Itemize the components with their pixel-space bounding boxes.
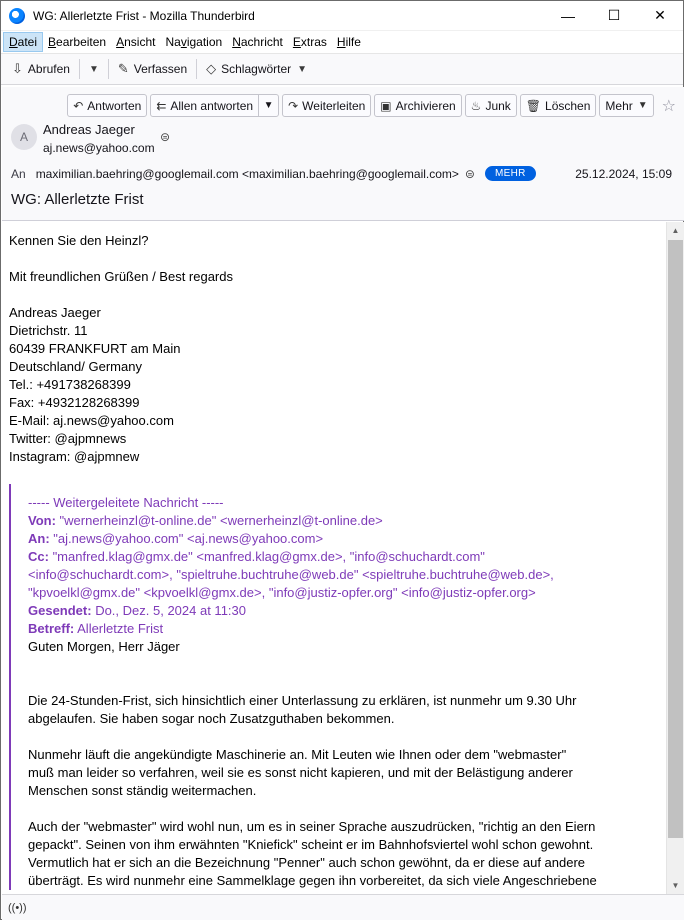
trash-icon: 🗑 (525, 98, 542, 113)
text-line: Twitter: @ajpmnews (9, 431, 127, 446)
forwarded-text (28, 638, 659, 890)
junk-button[interactable]: ♨ Junk (465, 94, 517, 117)
archive-icon: ▣ (380, 98, 392, 113)
text-line: Deutschland/ Germany (9, 359, 142, 374)
text-line: Menschen sonst ständig weitermachen. (28, 783, 257, 798)
header-action-buttons (64, 94, 676, 117)
forwarded-message-block (9, 484, 659, 890)
compose-button[interactable]: ✎ Verfassen (117, 61, 188, 76)
text-line: überträgt. Es wird nunmehr eine Sammelklage gegen ihn vorbereitet, da sich viele Angeschriebene (28, 873, 597, 888)
star-icon[interactable]: ☆ (661, 97, 676, 115)
scroll-down-icon[interactable]: ▼ (671, 881, 680, 890)
to-label: An: (28, 531, 50, 546)
text-line: Auch der "webmaster" wird wohl nun, um es in seiner Sprache auszudrücken, "richtig an den Eiern (28, 819, 596, 834)
text-line: 60439 FRANKFURT am Main (9, 341, 181, 356)
text-line: E-Mail: aj.news@yahoo.com (9, 413, 174, 428)
text-line: Tel.: +491738268399 (9, 377, 131, 392)
recipient-row (11, 166, 536, 181)
junk-flame-icon: ♨ (470, 98, 482, 113)
sent-value: Do., Dez. 5, 2024 at 11:30 (91, 603, 246, 618)
menu-hilfe[interactable]: Hilfe (336, 35, 361, 49)
forward-button[interactable]: ↷ Weiterleiten (282, 94, 371, 117)
forward-icon: ↷ (288, 98, 299, 113)
toolbar-separator (196, 59, 197, 79)
message-header (2, 87, 684, 221)
reply-button[interactable]: ↶ Antworten (67, 94, 147, 117)
from-label: Von: (28, 513, 56, 528)
close-button[interactable]: ✕ (654, 7, 666, 23)
menu-ansicht[interactable]: Ansicht (116, 35, 156, 49)
get-messages-button[interactable]: ⇩ Abrufen (12, 61, 70, 76)
sender-email[interactable]: aj.news@yahoo.com (43, 141, 155, 155)
sender-name[interactable]: Andreas Jaeger (43, 122, 135, 137)
toolbar-separator (79, 59, 80, 79)
text-line (28, 800, 659, 818)
archive-button[interactable]: ▣ Archivieren (374, 94, 461, 117)
sent-label: Gesendet: (28, 603, 92, 618)
subject-value: Allerletzte Frist (74, 621, 164, 636)
cc-value[interactable]: "manfred.klag@gmx.de" <manfred.klag@gmx.de>, "info@schuchardt.com" (48, 549, 485, 564)
main-toolbar (1, 53, 683, 85)
cc-value-cont[interactable]: <info@schuchardt.com>, "spieltruhe.buchtruhe@web.de" <spieltruhe.buchtruhe@web.de>, (28, 567, 554, 582)
message-body (2, 222, 666, 894)
text-line: Andreas Jaeger (9, 305, 101, 320)
text-line: muß man leider so verfahren, weil sie es sonst nicht kapieren, und mit der Belästigung anderer (28, 765, 573, 780)
text-line: Vermutlich hat er sich an die Bezeichnung "Penner" auch schon gewöhnt, da er diese auf andere (28, 855, 586, 870)
reply-all-button[interactable]: ⇇ Allen antworten ▼ (150, 94, 279, 117)
cc-value-cont[interactable]: "kpvoelkl@gmx.de" <kpvoelkl@gmx.de>, "info@justiz-opfer.org" <info@justiz-opfer.org> (28, 585, 536, 600)
chevron-down-icon: ▼ (88, 63, 99, 75)
tags-button[interactable]: ◇ Schlagwörter ▼ (206, 61, 308, 76)
get-messages-dropdown[interactable] (84, 57, 104, 81)
text-line: Die 24-Stunden-Frist, sich hinsichtlich einer Unterlassung zu erklären, ist nunmehr um 9.30 Uhr (28, 693, 577, 708)
more-button[interactable]: Mehr ▼ (599, 94, 653, 117)
chevron-down-icon[interactable]: ▼ (258, 95, 278, 116)
message-subject: WG: Allerletzte Frist (11, 191, 144, 208)
text-line: abgelaufen. Sie haben sogar noch Zusatzguthaben bekommen. (28, 711, 395, 726)
scroll-up-icon[interactable]: ▲ (671, 226, 680, 235)
more-recipients-badge[interactable]: MEHR (485, 166, 536, 181)
from-value[interactable]: "wernerheinzl@t-online.de" <wernerheinzl@t-online.de> (55, 513, 383, 528)
connection-icon[interactable]: ((•)) (8, 901, 27, 914)
avatar: A (11, 124, 37, 150)
menu-nachricht[interactable]: Nachricht (232, 35, 283, 49)
status-bar (2, 894, 684, 920)
menu-bar (1, 31, 683, 53)
tag-icon: ◇ (206, 61, 217, 76)
text-line: Fax: +4932128268399 (9, 395, 140, 410)
menu-navigation[interactable]: Navigation (165, 35, 223, 49)
text-line: Mit freundlichen Grüßen / Best regards (9, 269, 233, 284)
thunderbird-logo-icon (9, 8, 25, 24)
forwarded-header: ----- Weitergeleitete Nachricht ----- (28, 495, 224, 510)
recipient-address[interactable]: maximilian.baehring@googlemail.com <maximilian.baehring@googlemail.com> (35, 166, 459, 181)
text-line: gepackt". Seinen von ihm erwähnten "Kniefick" scheint er im Bahnhofsviertel wohl schon gewohnt. (28, 837, 594, 852)
window-controls (545, 1, 683, 31)
chevron-down-icon: ▼ (637, 100, 648, 111)
subject-label: Betreff: (28, 621, 75, 636)
maximize-button[interactable]: ☐ (607, 7, 621, 23)
text-line (28, 656, 659, 674)
download-cloud-icon: ⇩ (12, 61, 23, 76)
to-value[interactable]: "aj.news@yahoo.com" <aj.news@yahoo.com> (49, 531, 324, 546)
pencil-icon: ✎ (117, 61, 129, 76)
reply-all-icon: ⇇ (156, 98, 167, 113)
message-date: 25.12.2024, 15:09 (575, 167, 672, 181)
text-line: Dietrichstr. 11 (9, 323, 88, 338)
text-line: Nunmehr läuft die angekündigte Maschinerie an. Mit Leuten wie Ihnen oder dem "webmaster" (28, 747, 567, 762)
menu-extras[interactable]: Extras (292, 35, 327, 49)
scrollbar-thumb[interactable] (668, 240, 683, 838)
text-line (9, 250, 659, 268)
window-title: WG: Allerletzte Frist - Mozilla Thunderbird (33, 8, 255, 23)
text-line: Kennen Sie den Heinzl? (9, 233, 149, 248)
menu-datei[interactable]: Datei (3, 32, 43, 52)
address-book-icon[interactable]: ⊜ (464, 166, 475, 181)
text-line (9, 286, 659, 304)
text-line (28, 728, 659, 746)
text-line: Instagram: @ajpmnew (9, 449, 140, 464)
address-book-icon[interactable]: ⊜ (160, 130, 171, 144)
title-bar (1, 1, 683, 31)
cc-label: Cc: (28, 549, 49, 564)
to-label: An (11, 166, 26, 181)
chevron-down-icon: ▼ (297, 63, 308, 75)
intro-text (9, 232, 659, 466)
toolbar-separator (108, 59, 109, 79)
text-line (28, 674, 659, 692)
menu-bearbeiten[interactable]: Bearbeiten (48, 35, 107, 49)
text-line: Guten Morgen, Herr Jäger (28, 639, 180, 654)
delete-button[interactable]: 🗑 Löschen (520, 94, 597, 117)
body-scrollbar[interactable] (666, 222, 684, 894)
reply-icon: ↶ (73, 98, 84, 113)
minimize-button[interactable]: — (561, 7, 575, 24)
